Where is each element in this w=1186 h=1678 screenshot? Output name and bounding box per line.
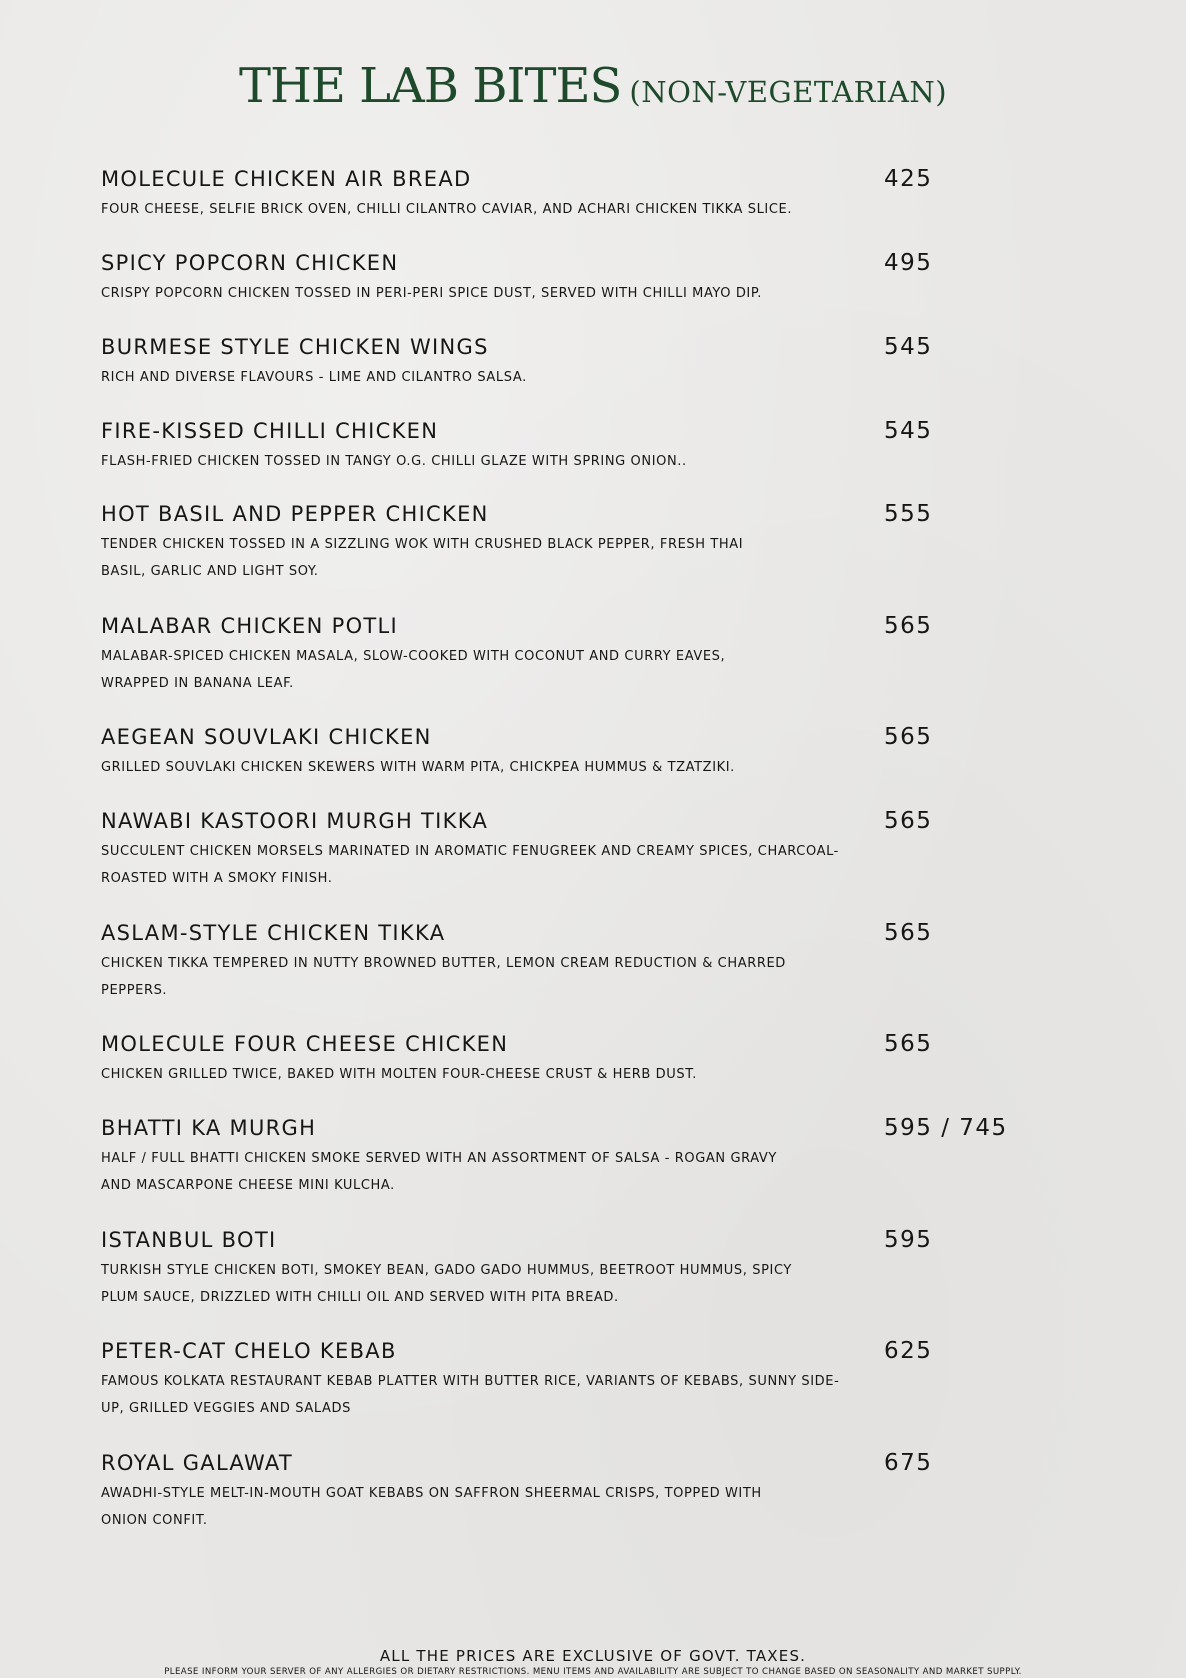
item-price: 495 xyxy=(884,250,933,276)
item-description: CHICKEN GRILLED TWICE, BAKED WITH MOLTEN FOUR-CHEESE CRUST & HERB DUST. xyxy=(101,1067,697,1082)
title-main: THE LAB BITES xyxy=(238,58,622,114)
item-price: 625 xyxy=(884,1338,933,1364)
item-description: TURKISH STYLE CHICKEN BOTI, SMOKEY BEAN, GADO GADO HUMMUS, BEETROOT HUMMUS, SPICY PLUM SAUCE, DRIZZLED WITH CHILLI OIL AND SERVED WITH PITA BREAD. xyxy=(101,1263,792,1305)
item-price: 675 xyxy=(884,1450,933,1476)
item-name: FIRE-KISSED CHILLI CHICKEN xyxy=(101,419,439,443)
item-price: 595 / 745 xyxy=(884,1115,1008,1141)
item-name: MOLECULE CHICKEN AIR BREAD xyxy=(101,167,472,191)
item-description: AWADHI-STYLE MELT-IN-MOUTH GOAT KEBABS ON SAFFRON SHEERMAL CRISPS, TOPPED WITH ONION CONFIT. xyxy=(101,1486,762,1528)
item-price: 565 xyxy=(884,920,933,946)
item-name: BURMESE STYLE CHICKEN WINGS xyxy=(101,335,489,359)
item-name: MALABAR CHICKEN POTLI xyxy=(101,614,399,638)
item-price: 565 xyxy=(884,1031,933,1057)
item-price: 565 xyxy=(884,808,933,834)
item-name: BHATTI KA MURGH xyxy=(101,1116,317,1140)
item-price: 555 xyxy=(884,501,933,527)
item-description: FOUR CHEESE, SELFIE BRICK OVEN, CHILLI CILANTRO CAVIAR, AND ACHARI CHICKEN TIKKA SLICE. xyxy=(101,202,793,217)
item-name: ISTANBUL BOTI xyxy=(101,1228,277,1252)
item-price: 545 xyxy=(884,334,933,360)
item-description: CRISPY POPCORN CHICKEN TOSSED IN PERI-PERI SPICE DUST, SERVED WITH CHILLI MAYO DIP. xyxy=(101,286,763,301)
item-description: CHICKEN TIKKA TEMPERED IN NUTTY BROWNED BUTTER, LEMON CREAM REDUCTION & CHARRED PEPPERS. xyxy=(101,956,786,998)
item-price: 565 xyxy=(884,724,933,750)
item-name: PETER-CAT CHELO KEBAB xyxy=(101,1339,397,1363)
item-price: 565 xyxy=(884,613,933,639)
item-price: 545 xyxy=(884,418,933,444)
item-description: TENDER CHICKEN TOSSED IN A SIZZLING WOK WITH CRUSHED BLACK PEPPER, FRESH THAI BASIL, GARLIC AND LIGHT SOY. xyxy=(101,537,744,579)
item-name: HOT BASIL AND PEPPER CHICKEN xyxy=(101,502,489,526)
item-description: FLASH-FRIED CHICKEN TOSSED IN TANGY O.G. CHILLI GLAZE WITH SPRING ONION.. xyxy=(101,454,687,469)
item-description: RICH AND DIVERSE FLAVOURS - LIME AND CILANTRO SALSA. xyxy=(101,370,527,385)
item-name: AEGEAN SOUVLAKI CHICKEN xyxy=(101,725,432,749)
item-name: ASLAM-STYLE CHICKEN TIKKA xyxy=(101,921,446,945)
item-name: SPICY POPCORN CHICKEN xyxy=(101,251,399,275)
item-price: 425 xyxy=(884,166,933,192)
footer-taxes: ALL THE PRICES ARE EXCLUSIVE OF GOVT. TAXES. xyxy=(379,1647,807,1665)
title-subtitle: (NON-VEGETARIAN) xyxy=(629,75,948,109)
item-name: NAWABI KASTOORI MURGH TIKKA xyxy=(101,809,489,833)
page-title xyxy=(0,58,1186,114)
item-price: 595 xyxy=(884,1227,933,1253)
item-name: ROYAL GALAWAT xyxy=(101,1451,294,1475)
item-description: GRILLED SOUVLAKI CHICKEN SKEWERS WITH WARM PITA, CHICKPEA HUMMUS & TZATZIKI. xyxy=(101,760,735,775)
footer-note: PLEASE INFORM YOUR SERVER OF ANY ALLERGIES OR DIETARY RESTRICTIONS. MENU ITEMS AND AVAILABILITY ARE SUBJECT TO CHANGE BASED ON SEASONALITY AND MARKET SUPPLY. xyxy=(164,1667,1022,1677)
item-name: MOLECULE FOUR CHEESE CHICKEN xyxy=(101,1032,509,1056)
item-description: SUCCULENT CHICKEN MORSELS MARINATED IN AROMATIC FENUGREEK AND CREAMY SPICES, CHARCOAL-ROASTED WITH A SMOKY FINISH. xyxy=(101,844,839,886)
item-description: MALABAR-SPICED CHICKEN MASALA, SLOW-COOKED WITH COCONUT AND CURRY EAVES, WRAPPED IN BANANA LEAF. xyxy=(101,649,726,691)
item-description: HALF / FULL BHATTI CHICKEN SMOKE SERVED WITH AN ASSORTMENT OF SALSA - ROGAN GRAVY AND MASCARPONE CHEESE MINI KULCHA. xyxy=(101,1151,777,1193)
item-description: FAMOUS KOLKATA RESTAURANT KEBAB PLATTER WITH BUTTER RICE, VARIANTS OF KEBABS, SUNNY SIDE-UP, GRILLED VEGGIES AND SALADS xyxy=(101,1374,840,1416)
